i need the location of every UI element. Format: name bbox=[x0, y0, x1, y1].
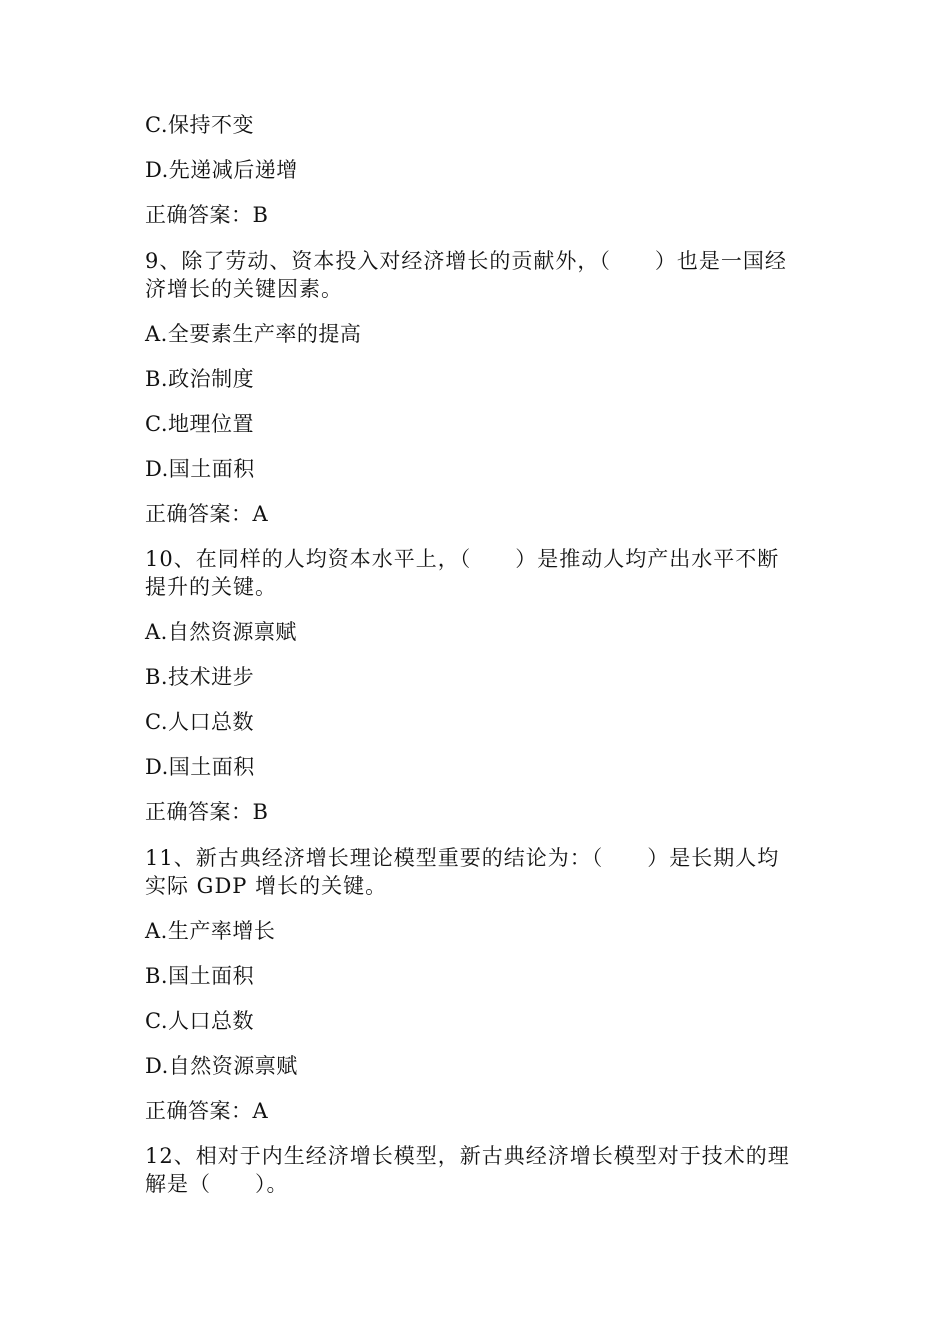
option-line: D.国土面积 bbox=[145, 457, 255, 481]
option-line: A.全要素生产率的提高 bbox=[145, 322, 362, 346]
question-line: 济增长的关键因素。 bbox=[145, 277, 343, 301]
answer-line: 正确答案：B bbox=[145, 203, 269, 227]
question-line: 9、除了劳动、资本投入对经济增长的贡献外，（ ）也是一国经 bbox=[145, 249, 787, 273]
option-line: D.先递减后递增 bbox=[145, 158, 298, 182]
answer-line: 正确答案：A bbox=[145, 502, 269, 526]
question-line: 提升的关键。 bbox=[145, 575, 277, 599]
option-line: A.生产率增长 bbox=[145, 919, 276, 943]
option-line: B.政治制度 bbox=[145, 367, 255, 391]
option-line: D.自然资源禀赋 bbox=[145, 1054, 298, 1078]
answer-line: 正确答案：A bbox=[145, 1099, 269, 1123]
question-line: 12、相对于内生经济增长模型，新古典经济增长模型对于技术的理 bbox=[145, 1144, 790, 1168]
question-line: 11、新古典经济增长理论模型重要的结论为：（ ）是长期人均 bbox=[145, 846, 780, 870]
option-line: D.国土面积 bbox=[145, 755, 255, 779]
option-line: C.人口总数 bbox=[145, 710, 254, 734]
option-line: B.技术进步 bbox=[145, 665, 255, 689]
question-line: 实际 GDP 增长的关键。 bbox=[145, 874, 388, 898]
question-line: 10、在同样的人均资本水平上，（ ）是推动人均产出水平不断 bbox=[145, 547, 780, 571]
option-line: C.保持不变 bbox=[145, 113, 254, 137]
answer-line: 正确答案：B bbox=[145, 800, 269, 824]
option-line: C.人口总数 bbox=[145, 1009, 254, 1033]
question-line: 解是（ ）。 bbox=[145, 1172, 289, 1196]
option-line: B.国土面积 bbox=[145, 964, 255, 988]
option-line: C.地理位置 bbox=[145, 412, 254, 436]
option-line: A.自然资源禀赋 bbox=[145, 620, 297, 644]
